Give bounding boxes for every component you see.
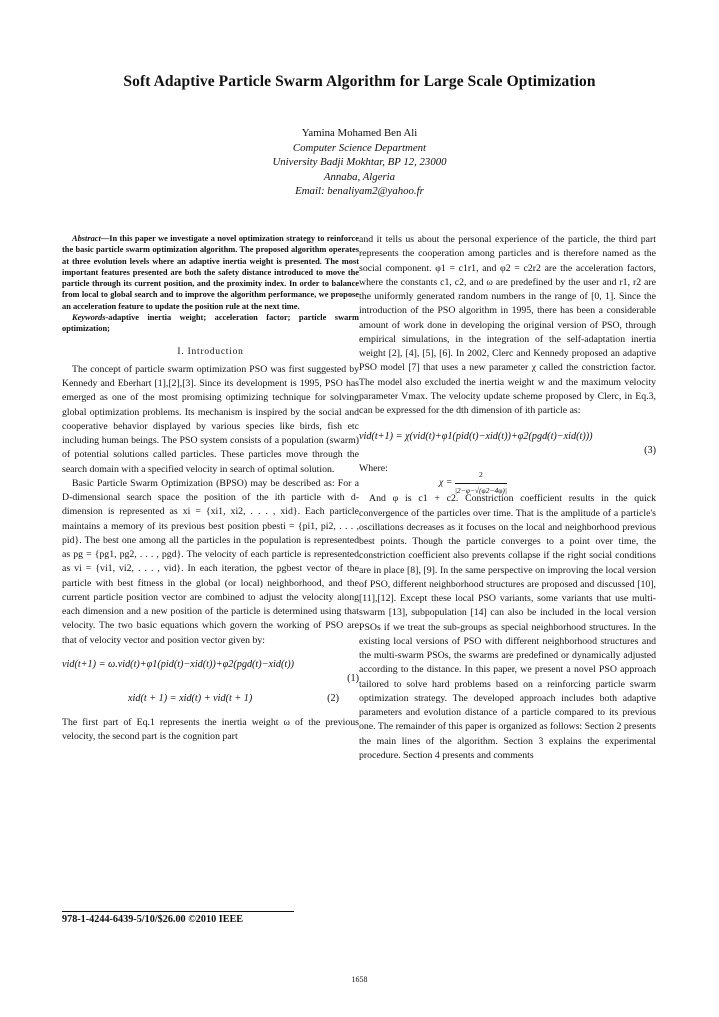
equation-1 [62,658,359,686]
right-column [359,233,656,763]
abstract-lead: Abstract [72,234,101,243]
left-column [62,233,359,744]
chi-numerator: 2 [455,468,507,483]
author-email: Email: benaliyam2@yahoo.fr [295,185,424,198]
author-city: Annaba, Algeria [323,170,396,183]
equation-3-number: (3) [644,445,656,457]
author-university: University Badji Mokhtar, BP 12, 23000 [272,156,447,169]
keywords [62,312,359,335]
paper-title: Soft Adaptive Particle Swarm Algorithm for Large Scale Optimization [123,73,596,90]
equation-2 [62,692,359,710]
author-department: Computer Science Department [292,141,427,154]
where-label: Where: [359,463,388,475]
intro-paragraph-1: The concept of particle swarm optimization PSO was first suggested by Kennedy and Eberhart [1],[2],[3]. Since its development is 1995, PSO has emerged as one of the most promising optimizing technique for solving global optimization problems. Its mechanism is inspired by the social and cooperative behavior displayed by various species like birds, fish etc including human beings. The PSO system consists of a population (swarm) of potential solutions called particles. These particles move through the search domain with a specified velocity in search of optimal solution. [62,363,359,475]
author-block [0,126,719,199]
page-number: 1658 [351,975,368,984]
abstract-text: —In this paper we investigate a novel optimization strategy to reinforce the basic particle swarm optimization algorithm. The proposed algorithm operates at three evolution levels where an adaptive inertia weight is presented. The most important features presented are both the safety distance introduced to move the particle through its current position, and the proximity index. In order to balance from local to global search and to improve the algorithm performance, we propose an acceleration feature to update the position rule at the next time. [62,234,359,311]
intro-paragraph-2: Basic Particle Swarm Optimization (BPSO) may be described as: For a D-dimensional search space the position of the ith particle with d-dimension is represented as xi = {xi1, xi2, . . . , xid}. Each particle maintains a memory of its previous best position pbesti = {pi1, pi2, . . . , pid}. The best one among all the particles in the population is represented as pg = {pg1, pg2, . . . , pgd}. The velocity of each particle is represented as vi = {vi1, vi2, . . . , vid}. In each iteration, the pgbest vector of the particle with best fitness in the global (or local) neighborhood, and the current particle position vector are combined to adjust the velocity along each dimension and a new position of the particle is determined using that velocity. The two basic equations which govern the working of PSO are that of velocity vector and position vector given by: [62,477,359,646]
right-paragraph-1: and it tells us about the personal experience of the particle, the third part represents the cooperation among particles and is therefore named as the social component. φ1 = c1r1, and φ2 = c2r2 are the acceleration factors, where the constants c1, c2, and ω are predefined by the user and r1, r2 are the uniformly generated random numbers in the range of [0, 1]. Since the introduction of the PSO algorithm in 1995, there has been a considerable amount of work done in developing the original version of PSO, through empirical simulations, in the integration of the self-adaptation inertia weight [2], [4], [5], [6]. In 2002, Clerc and Kennedy proposed an adaptive PSO model [7] that uses a new parameter χ called the constriction factor. The model also excluded the inertia weight w and the maximum velocity parameter Vmax. The velocity update scheme proposed by Clerc, in Eq.3, can be expressed for the dth dimension of ith particle as: [359,234,656,416]
author-name: Yamina Mohamed Ben Ali [301,127,418,139]
right-paragraph-2: And φ is c1 + c2. Constriction coefficient results in the quick convergence of the particles over time. That is the amplitude of a particle's oscillations decreases as it focuses on the local and neighborhood previous best points. Though the particle converges to a point over time, the constriction coefficient also prevents collapse if the right social conditions are in place [8], [9]. In the same perspective on improving the local version of PSO, different neighborhood structures are proposed and discussed [10],[11],[12]. Except these local PSO variants, some variants that use multi-swarm [13], subpopulation [14] can also be included in the local version PSOs if we treat the sub-groups as special neighborhood structures. In the existing local versions of PSO with different neighborhood structures and the multi-swarm PSOs, the swarms are predefined or dynamically adjusted according to the distance. In this paper, we present a novel PSO approach tailored to solve hard problems based on a reinforcing particle swarm optimization strategy. The developed approach includes both adaptive parameters and evolution distance of a particle compared to its previous one. The remainder of this paper is organized as follows: Section 2 presents the main lines of the algorithm. Section 3 explains the experimental procedure. Section 4 presents and comments [359,493,656,761]
equation-2-number: (2) [327,692,339,704]
equation-2-body: xid(t + 1) = xid(t) + vid(t + 1) [128,692,253,704]
equation-1-number: (1) [347,672,359,684]
copyright-footnote: 978-1-4244-6439-5/10/$26.00 ©2010 IEEE [62,914,244,925]
abstract [62,233,359,312]
chi-equation [439,468,507,498]
equation-3-body: vid(t+1) = χ(vid(t)+φ1(pid(t)−xid(t))+φ2(pgd(t)−xid(t))) [359,431,593,443]
chi-lhs: χ = [439,477,453,489]
chi-fraction [455,468,507,498]
equation-1-body: vid(t+1) = ω.vid(t)+φ1(pid(t)−xid(t))+φ2(pgd(t)−xid(t)) [62,658,294,670]
constriction-definition [359,462,656,495]
footnote-rule [62,911,294,912]
keywords-text: -adaptive inertia weight; acceleration factor; particle swarm optimization; [62,313,359,334]
section-heading-introduction: I. Introduction [177,346,244,357]
equation-3 [359,430,656,458]
keywords-lead: Keywords [72,313,106,323]
intro-paragraph-3: The first part of Eq.1 represents the inertia weight ω of the previous velocity, the second part is the cognition part [62,716,359,743]
chi-denominator: |2−φ−√(φ2−4φ)| [454,485,507,495]
